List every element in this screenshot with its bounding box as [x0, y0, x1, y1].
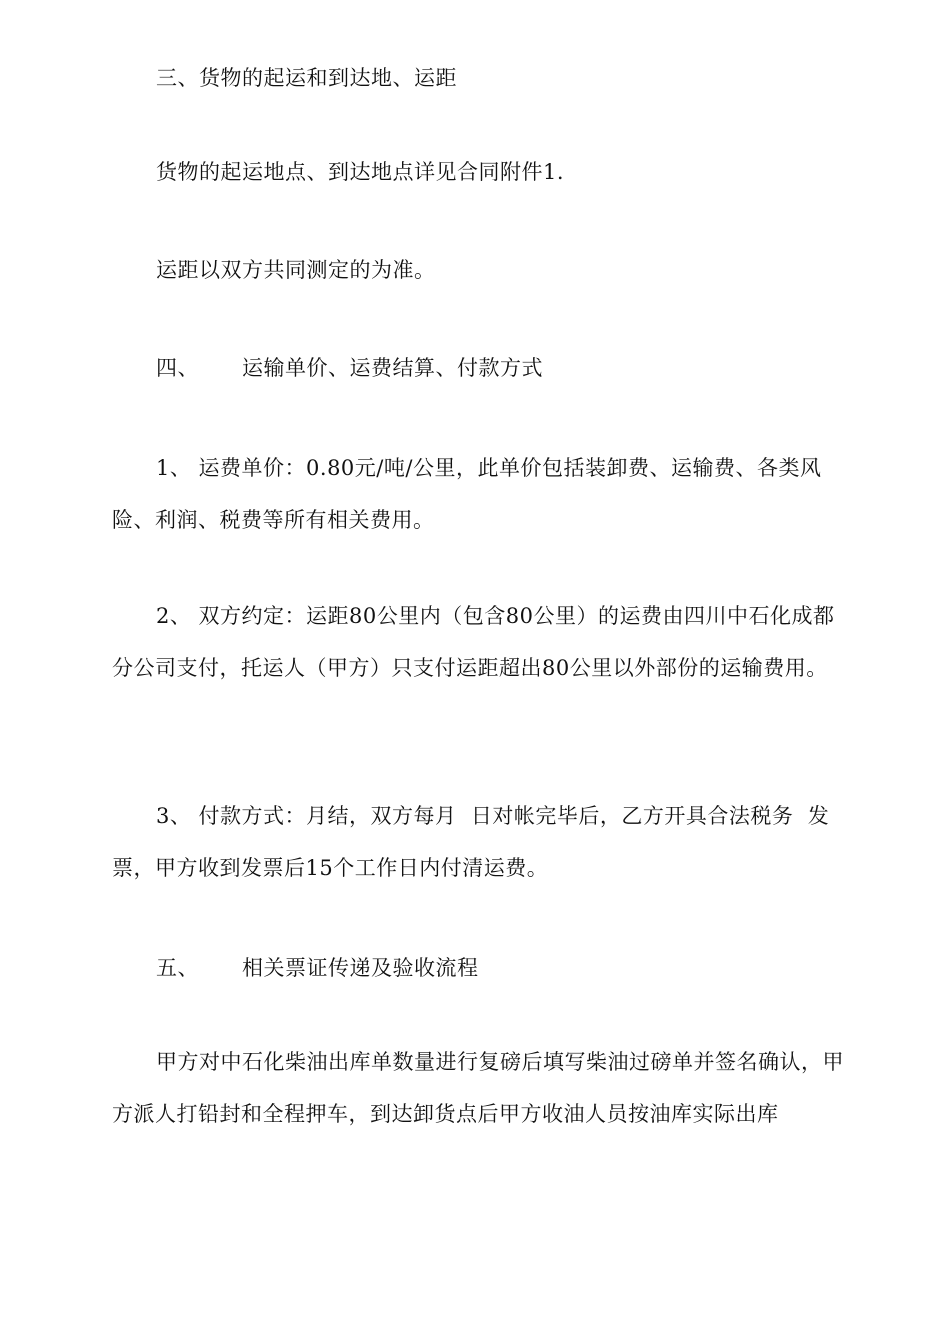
section-5-paragraph-process: 甲方对中石化柴油出库单数量进行复磅后填写柴油过磅单并签名确认，甲方派人打铅封和全程押车，到达卸货点后甲方收油人员按油库实际出库: [112, 1050, 844, 1126]
section-4-item-1-unit-price: 1、 运费单价：0.80元/吨/公里，此单价包括装卸费、运输费、各类风险、利润、税费等所有相关费用。: [112, 456, 822, 532]
section-5-heading: 五、 相关票证传递及验收流程: [156, 956, 479, 980]
section-3-heading: 三、货物的起运和到达地、运距: [156, 66, 457, 90]
section-4-item-3-payment-method: 3、 付款方式：月结，双方每月 日对帐完毕后，乙方开具合法税务 发票，甲方收到发票后15个工作日内付清运费。: [112, 804, 830, 880]
section-3-paragraph-origin-destination: 货物的起运地点、到达地点详见合同附件1.: [156, 160, 565, 184]
section-4-heading: 四、 运输单价、运费结算、付款方式: [156, 356, 544, 380]
section-3-paragraph-distance: 运距以双方共同测定的为准。: [156, 258, 436, 282]
section-4-item-2-agreement: 2、 双方约定：运距80公里内（包含80公里）的运费由四川中石化成都 分公司支付，托运人（甲方）只支付运距超出80公里以外部份的运输费用。: [112, 604, 849, 680]
